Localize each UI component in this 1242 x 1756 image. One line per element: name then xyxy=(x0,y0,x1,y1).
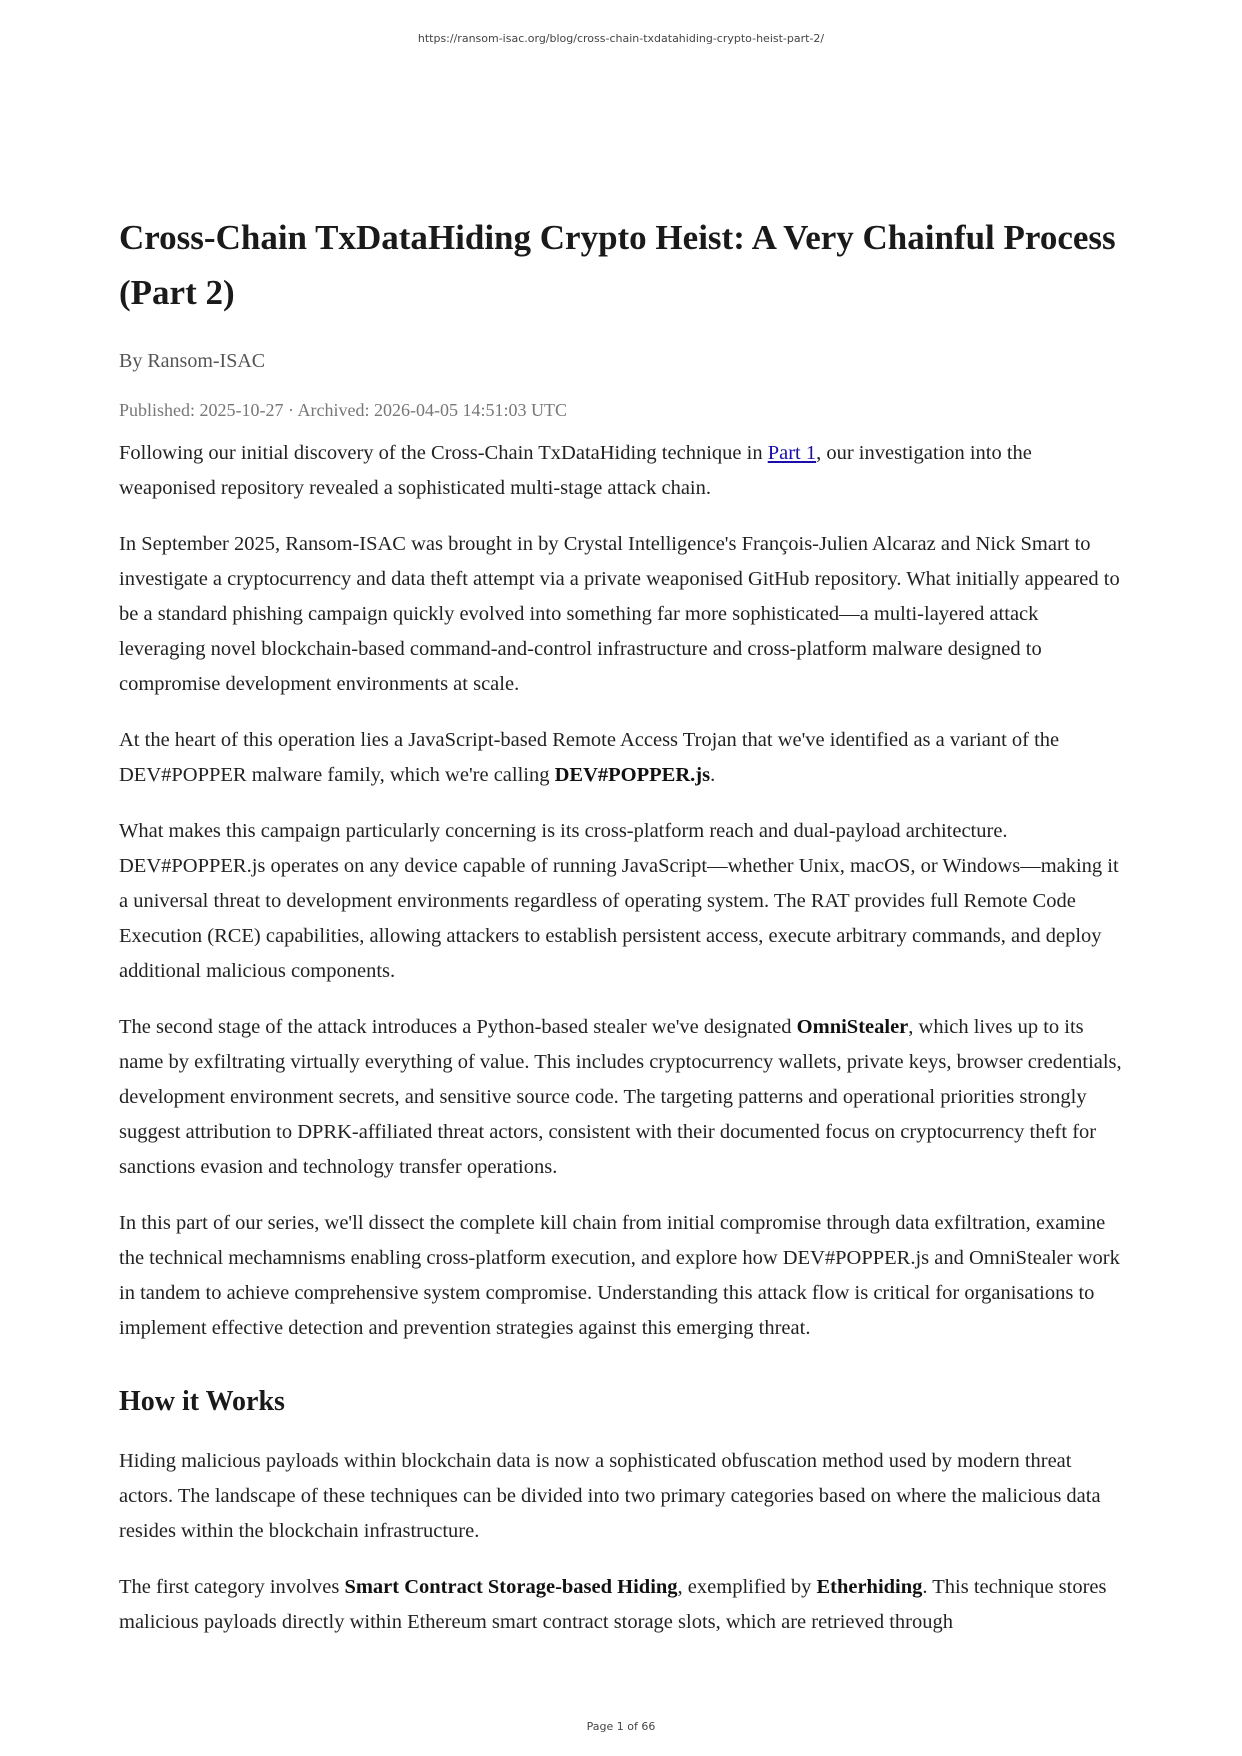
paragraph-text: , which lives up to its name by exfiltrating virtually everything of value. This includes cryptocurrency wallets, private keys, browser credentials, development environment secrets, and sensitive source code. The targeting patterns and operational priorities strongly suggest attribution to DPRK-affiliated threat actors, consistent with their documented focus on cryptocurrency theft for sanctions evasion and technology transfer operations. xyxy=(119,1016,1122,1178)
paragraph-text: , our investigation into the weaponised repository revealed a sophisticated multi-stage attack chain. xyxy=(119,442,1032,499)
paragraph-intro xyxy=(119,436,1129,506)
article xyxy=(119,210,1129,1661)
section-heading: How it Works xyxy=(119,1386,285,1417)
paragraph-text: The second stage of the attack introduces a Python-based stealer we've designated xyxy=(119,1016,797,1038)
bold-term: DEV#POPPER.js xyxy=(554,764,711,786)
bold-term: OmniStealer xyxy=(796,1016,909,1038)
paragraph-text: Following our initial discovery of the Cross-Chain TxDataHiding technique in xyxy=(119,442,768,464)
bold-term: Smart Contract Storage-based Hiding xyxy=(344,1576,678,1598)
byline: By Ransom-ISAC xyxy=(119,350,266,372)
paragraph-text: . xyxy=(710,764,716,786)
paragraph-series: In this part of our series, we'll dissect the complete kill chain from initial compromise through data exfiltration, examine the technical mechamnisms enabling cross-platform execution, and explore how DEV#POPPER.js and OmniStealer work in tandem to achieve comprehensive system compromise. Understanding this attack flow is critical for organisations to implement effective detection and prevention strategies against this emerging threat. xyxy=(119,1212,1120,1339)
page-number: Page 1 of 66 xyxy=(586,1720,656,1733)
bold-term: Etherhiding xyxy=(816,1576,923,1598)
page-url: https://ransom-isac.org/blog/cross-chain-txdatahiding-crypto-heist-part-2/ xyxy=(417,32,825,45)
paragraph-rat xyxy=(119,723,1129,793)
publish-meta: Published: 2025-10-27 · Archived: 2026-04-05 14:51:03 UTC xyxy=(119,400,567,420)
paragraph-category xyxy=(119,1570,1129,1640)
paragraph-background: In September 2025, Ransom-ISAC was brought in by Crystal Intelligence's François-Julien Alcaraz and Nick Smart to investigate a cryptocurrency and data theft attempt via a private weaponised GitHub repository. What initially appeared to be a standard phishing campaign quickly evolved into something far more sophisticated—a multi-layered attack leveraging novel blockchain-based command-and-control infrastructure and cross-platform malware designed to compromise development environments at scale. xyxy=(119,533,1120,695)
paragraph-text: At the heart of this operation lies a JavaScript-based Remote Access Trojan that we've identified as a variant of the DEV#POPPER malware family, which we're calling xyxy=(119,729,1060,786)
paragraph-text: , exemplified by xyxy=(677,1576,817,1598)
article-title: Cross-Chain TxDataHiding Crypto Heist: A Very Chainful Process (Part 2) xyxy=(119,218,1116,312)
paragraph-text: . This technique stores malicious payloads directly within Ethereum smart contract storage slots, which are retrieved through xyxy=(119,1576,1107,1633)
paragraph-stealer xyxy=(119,1010,1129,1185)
paragraph-hiding: Hiding malicious payloads within blockchain data is now a sophisticated obfuscation method used by modern threat actors. The landscape of these techniques can be divided into two primary categories based on where the malicious data resides within the blockchain infrastructure. xyxy=(119,1450,1101,1542)
part-1-link[interactable]: Part 1 xyxy=(767,442,817,464)
paragraph-cross-platform: What makes this campaign particularly concerning is its cross-platform reach and dual-payload architecture. DEV#POPPER.js operates on any device capable of running JavaScript—whether Unix, macOS, or Windows—making it a universal threat to development environments regardless of operating system. The RAT provides full Remote Code Execution (RCE) capabilities, allowing attackers to establish persistent access, execute arbitrary commands, and deploy additional malicious components. xyxy=(119,820,1119,982)
paragraph-text: The first category involves xyxy=(119,1576,345,1598)
